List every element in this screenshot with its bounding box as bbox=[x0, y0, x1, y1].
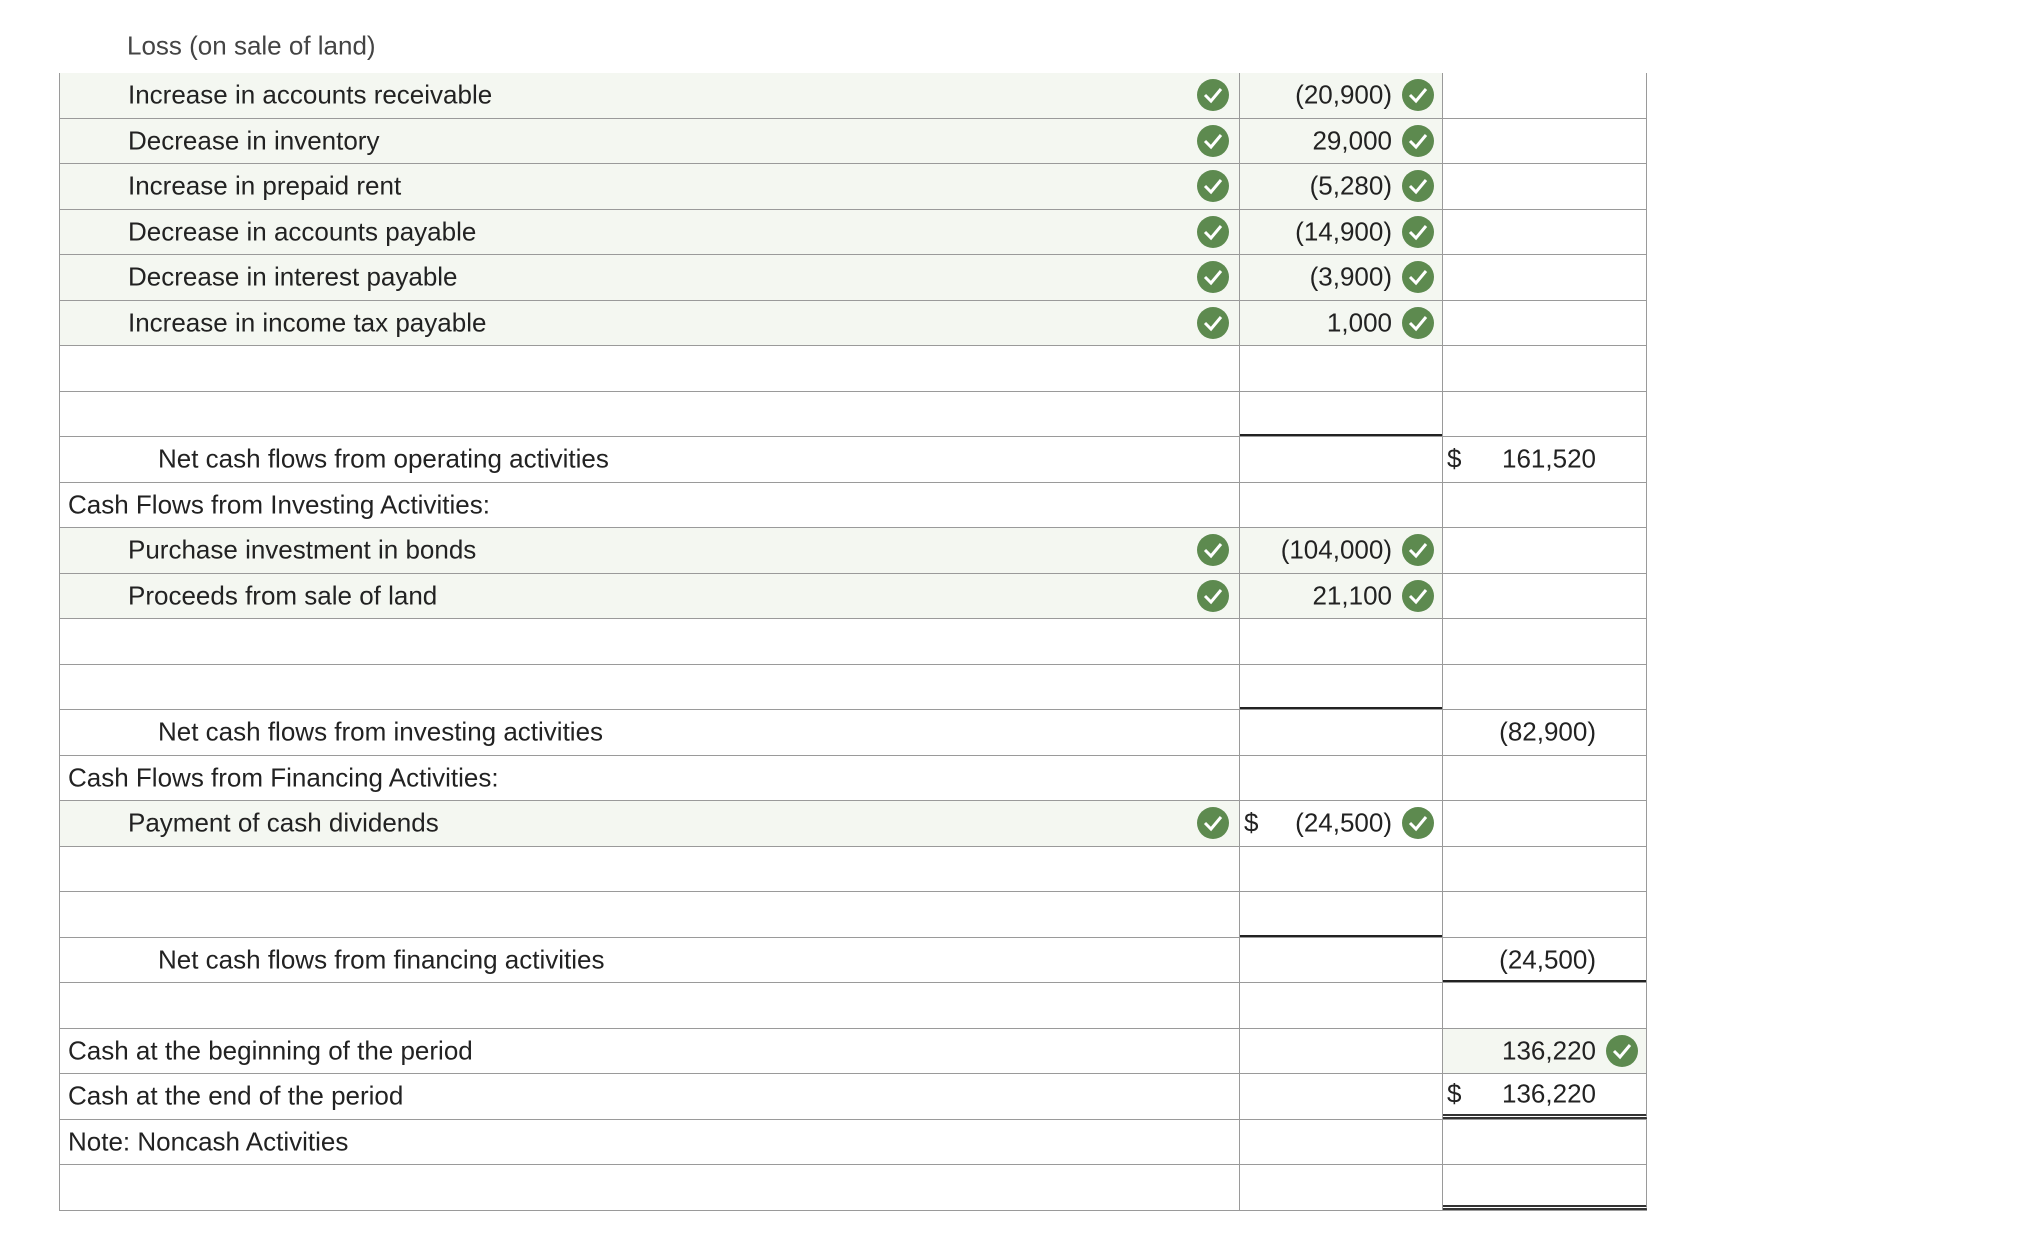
amount-cell[interactable] bbox=[1240, 574, 1443, 619]
row-label-cell bbox=[60, 1074, 1240, 1119]
total-cell bbox=[1443, 392, 1647, 437]
empty-row bbox=[60, 847, 1647, 893]
total-value: 136,220 bbox=[1502, 1078, 1596, 1109]
total-cell[interactable] bbox=[1443, 1165, 1647, 1210]
row-label: Cash at the beginning of the period bbox=[68, 1035, 473, 1066]
row-label-cell[interactable] bbox=[60, 119, 1240, 164]
check-icon bbox=[1197, 79, 1229, 111]
check-icon bbox=[1402, 79, 1434, 111]
row-label-cell[interactable] bbox=[60, 301, 1240, 346]
amount-value: 29,000 bbox=[1312, 125, 1392, 156]
total-cell bbox=[1443, 528, 1647, 573]
total-cell bbox=[1443, 1074, 1647, 1119]
check-icon bbox=[1197, 534, 1229, 566]
row-label-cell bbox=[60, 938, 1240, 983]
section-header-row bbox=[60, 756, 1647, 802]
total-value: (82,900) bbox=[1499, 716, 1596, 747]
check-icon bbox=[1197, 807, 1229, 839]
section-header: Cash Flows from Financing Activities: bbox=[68, 762, 499, 793]
total-cell bbox=[1443, 847, 1647, 892]
amount-value: (3,900) bbox=[1309, 261, 1392, 292]
amount-cell bbox=[1240, 756, 1443, 801]
amount-cell[interactable] bbox=[1240, 983, 1443, 1028]
note-row bbox=[60, 1120, 1647, 1166]
row-label-cell[interactable] bbox=[60, 801, 1240, 846]
total-cell bbox=[1443, 938, 1647, 983]
total-value: 136,220 bbox=[1502, 1035, 1596, 1066]
table-row bbox=[60, 255, 1647, 301]
amount-value: (5,280) bbox=[1309, 170, 1392, 201]
check-icon bbox=[1197, 307, 1229, 339]
total-cell bbox=[1443, 119, 1647, 164]
total-cell bbox=[1443, 483, 1647, 528]
check-icon bbox=[1402, 216, 1434, 248]
table-row bbox=[60, 574, 1647, 620]
cash-beginning-row bbox=[60, 1029, 1647, 1075]
row-label-cell[interactable] bbox=[60, 528, 1240, 573]
row-label-cell[interactable] bbox=[60, 73, 1240, 118]
total-cell bbox=[1443, 892, 1647, 937]
row-label: Net cash flows from operating activities bbox=[158, 443, 609, 474]
empty-row bbox=[60, 892, 1647, 938]
row-label-cell bbox=[60, 756, 1240, 801]
amount-cell[interactable] bbox=[1240, 1165, 1443, 1210]
amount-value: 21,100 bbox=[1312, 580, 1392, 611]
total-value: (24,500) bbox=[1499, 944, 1596, 975]
table-row bbox=[60, 164, 1647, 210]
row-label-cell[interactable] bbox=[60, 574, 1240, 619]
row-label: Decrease in accounts payable bbox=[128, 216, 477, 247]
partial-row-loss-on-sale bbox=[59, 30, 1646, 73]
amount-cell bbox=[1240, 710, 1443, 755]
total-cell bbox=[1443, 801, 1647, 846]
total-cell bbox=[1443, 437, 1647, 482]
row-label: Net cash flows from financing activities bbox=[158, 944, 605, 975]
row-label-cell[interactable] bbox=[60, 892, 1240, 937]
amount-cell[interactable] bbox=[1240, 210, 1443, 255]
total-cell bbox=[1443, 73, 1647, 118]
amount-cell[interactable] bbox=[1240, 164, 1443, 209]
total-cell bbox=[1443, 756, 1647, 801]
amount-cell[interactable] bbox=[1240, 619, 1443, 664]
amount-cell[interactable] bbox=[1240, 301, 1443, 346]
row-label: Decrease in inventory bbox=[128, 125, 380, 156]
amount-cell[interactable] bbox=[1240, 73, 1443, 118]
check-icon bbox=[1197, 125, 1229, 157]
cash-flow-statement-table bbox=[59, 73, 1647, 1211]
row-label: Cash at the end of the period bbox=[68, 1080, 404, 1111]
cash-end-row bbox=[60, 1074, 1647, 1120]
total-cell bbox=[1443, 619, 1647, 664]
table-row bbox=[60, 119, 1647, 165]
row-label-cell[interactable] bbox=[60, 164, 1240, 209]
amount-cell bbox=[1240, 1120, 1443, 1165]
amount-cell[interactable] bbox=[1240, 801, 1443, 846]
row-label-cell[interactable] bbox=[60, 210, 1240, 255]
amount-cell[interactable] bbox=[1240, 665, 1443, 710]
check-icon bbox=[1402, 807, 1434, 839]
financing-total-row bbox=[60, 938, 1647, 984]
investing-total-row bbox=[60, 710, 1647, 756]
row-label-cell[interactable] bbox=[60, 665, 1240, 710]
row-label-cell[interactable] bbox=[60, 346, 1240, 391]
total-cell bbox=[1443, 346, 1647, 391]
section-header-row bbox=[60, 483, 1647, 529]
empty-row bbox=[60, 392, 1647, 438]
dollar-sign: $ bbox=[1244, 807, 1259, 838]
check-icon bbox=[1402, 170, 1434, 202]
row-label: Decrease in interest payable bbox=[128, 261, 458, 292]
check-icon bbox=[1197, 261, 1229, 293]
row-label-cell bbox=[60, 483, 1240, 528]
empty-row bbox=[60, 619, 1647, 665]
amount-cell[interactable] bbox=[1240, 255, 1443, 300]
empty-row bbox=[60, 983, 1647, 1029]
table-row bbox=[60, 301, 1647, 347]
total-cell bbox=[1443, 983, 1647, 1028]
partial-row-label: Loss (on sale of land) bbox=[127, 30, 376, 61]
total-cell bbox=[1443, 665, 1647, 710]
amount-cell[interactable] bbox=[1240, 119, 1443, 164]
amount-cell[interactable] bbox=[1240, 892, 1443, 937]
empty-row bbox=[60, 665, 1647, 711]
row-label-cell bbox=[60, 1029, 1240, 1074]
operating-total-row bbox=[60, 437, 1647, 483]
total-cell[interactable] bbox=[1443, 1029, 1647, 1074]
row-label-cell[interactable] bbox=[60, 847, 1240, 892]
dollar-sign: $ bbox=[1447, 1078, 1462, 1109]
empty-row bbox=[60, 1165, 1647, 1211]
row-label: Proceeds from sale of land bbox=[128, 580, 438, 611]
row-label-cell bbox=[60, 710, 1240, 755]
dollar-sign: $ bbox=[1447, 443, 1462, 474]
total-cell bbox=[1443, 1120, 1647, 1165]
row-label: Purchase investment in bonds bbox=[128, 534, 477, 565]
total-cell bbox=[1443, 164, 1647, 209]
amount-cell[interactable] bbox=[1240, 847, 1443, 892]
amount-value: (104,000) bbox=[1280, 534, 1392, 565]
check-icon bbox=[1606, 1035, 1638, 1067]
amount-cell[interactable] bbox=[1240, 346, 1443, 391]
row-label-cell[interactable] bbox=[60, 392, 1240, 437]
empty-row bbox=[60, 346, 1647, 392]
row-label: Net cash flows from investing activities bbox=[158, 716, 604, 747]
amount-value: (20,900) bbox=[1295, 79, 1392, 110]
row-label-cell bbox=[60, 437, 1240, 482]
check-icon bbox=[1402, 307, 1434, 339]
check-icon bbox=[1197, 216, 1229, 248]
total-cell bbox=[1443, 210, 1647, 255]
table-row bbox=[60, 528, 1647, 574]
amount-cell bbox=[1240, 483, 1443, 528]
amount-cell bbox=[1240, 437, 1443, 482]
row-label-cell[interactable] bbox=[60, 619, 1240, 664]
total-cell bbox=[1443, 710, 1647, 755]
table-row bbox=[60, 73, 1647, 119]
check-icon bbox=[1402, 261, 1434, 293]
amount-cell[interactable] bbox=[1240, 528, 1443, 573]
total-value: 161,520 bbox=[1502, 443, 1596, 474]
row-label: Increase in accounts receivable bbox=[128, 79, 493, 110]
section-header: Cash Flows from Investing Activities: bbox=[68, 489, 490, 520]
row-label-cell[interactable] bbox=[60, 983, 1240, 1028]
row-label-cell[interactable] bbox=[60, 255, 1240, 300]
row-label: Increase in prepaid rent bbox=[128, 170, 402, 201]
total-cell bbox=[1443, 574, 1647, 619]
row-label-cell[interactable] bbox=[60, 1165, 1240, 1210]
check-icon bbox=[1402, 580, 1434, 612]
row-label: Payment of cash dividends bbox=[128, 807, 439, 838]
row-label: Increase in income tax payable bbox=[128, 307, 487, 338]
total-cell bbox=[1443, 255, 1647, 300]
amount-cell bbox=[1240, 1074, 1443, 1119]
check-icon bbox=[1197, 580, 1229, 612]
amount-value: (24,500) bbox=[1295, 807, 1392, 838]
row-label: Note: Noncash Activities bbox=[68, 1126, 349, 1157]
amount-cell bbox=[1240, 938, 1443, 983]
check-icon bbox=[1402, 534, 1434, 566]
check-icon bbox=[1197, 170, 1229, 202]
table-row bbox=[60, 210, 1647, 256]
total-cell bbox=[1443, 301, 1647, 346]
row-label-cell bbox=[60, 1120, 1240, 1165]
amount-cell bbox=[1240, 1029, 1443, 1074]
table-row bbox=[60, 801, 1647, 847]
amount-value: 1,000 bbox=[1326, 307, 1392, 338]
check-icon bbox=[1402, 125, 1434, 157]
amount-value: (14,900) bbox=[1295, 216, 1392, 247]
amount-cell[interactable] bbox=[1240, 392, 1443, 437]
